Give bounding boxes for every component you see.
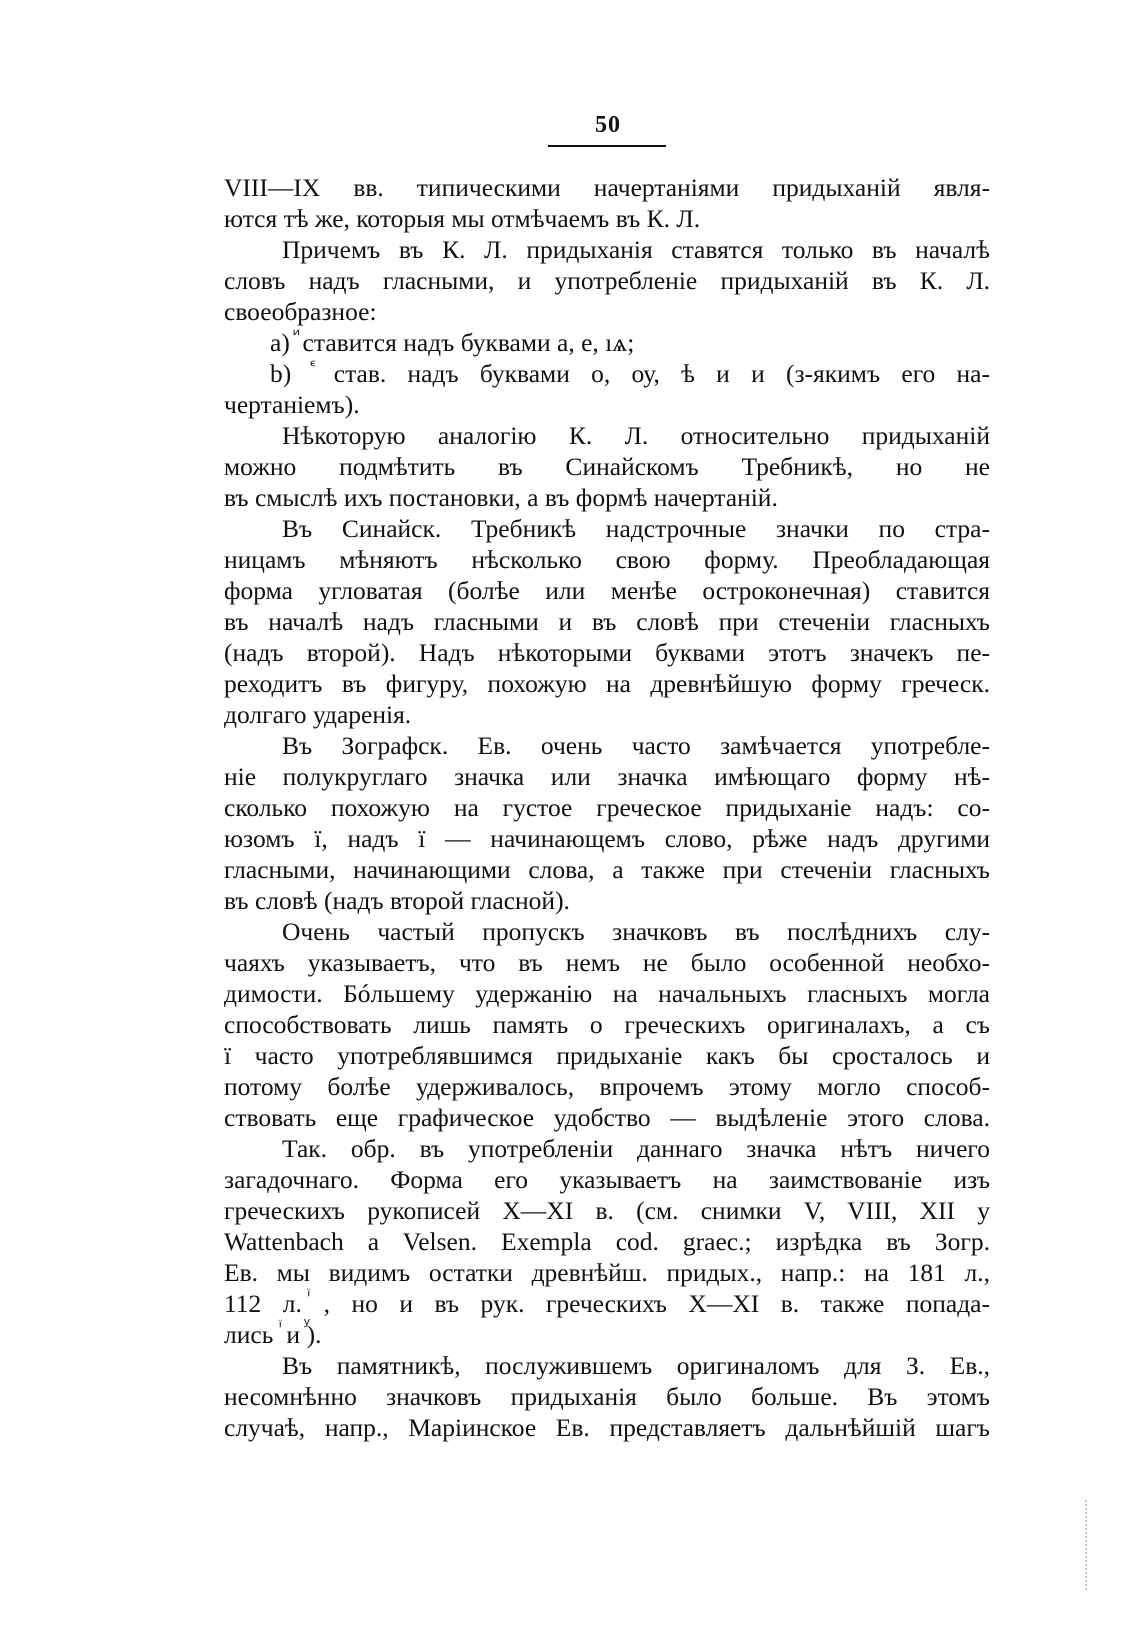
text-column (224, 172, 990, 1443)
text-line: потому болѣе удерживалось, впрочемъ этому могло способ- (224, 1072, 990, 1101)
text-line: сколько похожую на густое греческое придыханіе надъ: со- (224, 793, 990, 822)
text-line: долгаго ударенія. (224, 700, 412, 729)
text-line: ницамъ мѣняютъ нѣсколько свою форму. Преобладающая (224, 545, 990, 574)
paragraph (224, 730, 990, 916)
text-line: a) ꙵ ставится надъ буквами а, е, ıѧ; (270, 328, 635, 357)
text-line: юзомъ ї, надъ ї — начинающемъ слово, рѣже надъ другими (224, 824, 990, 853)
text-line: гласными, начинающими слова, а также при стеченіи гласныхъ (224, 855, 990, 884)
text-line: ніе полукруглаго значка или значка имѣющаго форму нѣ- (224, 762, 990, 791)
text-line: реходитъ въ фигуру, похожую на древнѣйшую форму греческ. (224, 669, 990, 698)
text-line: несомнѣнно значковъ придыханія было больше. Въ этомъ (224, 1382, 990, 1411)
text-line: въ смыслѣ ихъ постановки, а въ формѣ начертаній. (224, 483, 778, 512)
text-line: въ началѣ надъ гласными и въ словѣ при стеченіи гласныхъ (224, 607, 990, 636)
text-line: Очень частый пропускъ значковъ въ послѣднихъ слу- (282, 917, 990, 946)
text-line: можно подмѣтить въ Синайскомъ Требникѣ, но не (224, 452, 990, 481)
paragraph (224, 1133, 990, 1350)
text-line: случаѣ, напр., Маріинское Ев. представляетъ дальнѣйшій шагъ (224, 1413, 990, 1442)
text-line: чертаніемъ). (224, 390, 360, 419)
paragraph (224, 916, 990, 1133)
text-line: ются тѣ же, которыя мы отмѣчаемъ въ К. Л. (224, 204, 701, 233)
text-line: греческихъ рукописей X—XI в. (см. снимки V, VIII, XII у (224, 1196, 990, 1225)
text-line: форма угловатая (болѣе или менѣе остроконечная) ставится (224, 576, 990, 605)
text-line: b) ꙴ став. надъ буквами о, оу, ѣ и и (з-якимъ его на- (270, 359, 990, 388)
paragraph (224, 234, 990, 327)
text-line: ствовать еще графическое удобство — выдѣленіе этого слова. (224, 1103, 990, 1132)
text-line: своеобразное: (224, 297, 377, 326)
paragraph (224, 420, 990, 513)
text-line: Причемъ въ К. Л. придыханія ставятся только въ началѣ (282, 235, 990, 264)
text-line: въ словѣ (надъ второй гласной). (224, 886, 570, 915)
text-line: 112 л. ꙶ, но и въ рук. греческихъ X—XI в. также попада- (224, 1289, 990, 1318)
text-line: Wattenbach a Velsen. Exempla cod. graec.; изрѣдка въ Зогр. (224, 1227, 990, 1256)
text-line: Ев. мы видимъ остатки древнѣйш. придых., напр.: на 181 л., (224, 1258, 990, 1287)
paragraph (224, 358, 990, 420)
scan-speckle (1085, 1500, 1089, 1590)
paragraph (224, 1350, 990, 1443)
page-number-rule (548, 145, 666, 147)
text-line: Въ Зографск. Ев. очень часто замѣчается употребле- (282, 731, 990, 760)
text-line: Так. обр. въ употребленіи даннаго значка нѣтъ ничего (282, 1134, 990, 1163)
text-line: словъ надъ гласными, и употребленіе придыханій въ К. Л. (224, 266, 990, 295)
text-line: способствовать лишь память о греческихъ оригиналахъ, а съ (224, 1010, 990, 1039)
text-line: (надъ второй). Надъ нѣкоторыми буквами этотъ значекъ пе- (224, 638, 990, 667)
text-line: Въ Синайск. Требникѣ надстрочные значки по стра- (282, 514, 990, 543)
page-number: 50 (595, 112, 621, 138)
text-line: Въ памятникѣ, послужившемъ оригиналомъ для З. Ев., (282, 1351, 990, 1380)
text-line: лись ꙶ и ꙷ). (224, 1320, 322, 1349)
text-line: димости. Бóльшему удержанію на начальныхъ гласныхъ могла (224, 979, 990, 1008)
text-line: Нѣкоторую аналогію К. Л. относительно придыханій (282, 421, 990, 450)
text-line: загадочнаго. Форма его указываетъ на заимствованіе изъ (224, 1165, 990, 1194)
text-line: ї часто употреблявшимся придыханіе какъ бы сросталось и (224, 1041, 990, 1070)
text-line: чаяхъ указываетъ, что въ немъ не было особенной необхо- (224, 948, 990, 977)
text-line: VIII—IX вв. типическими начертаніями придыханій явля- (224, 173, 990, 202)
paragraph (224, 513, 990, 730)
paragraph (224, 327, 990, 358)
paragraph (224, 172, 990, 234)
